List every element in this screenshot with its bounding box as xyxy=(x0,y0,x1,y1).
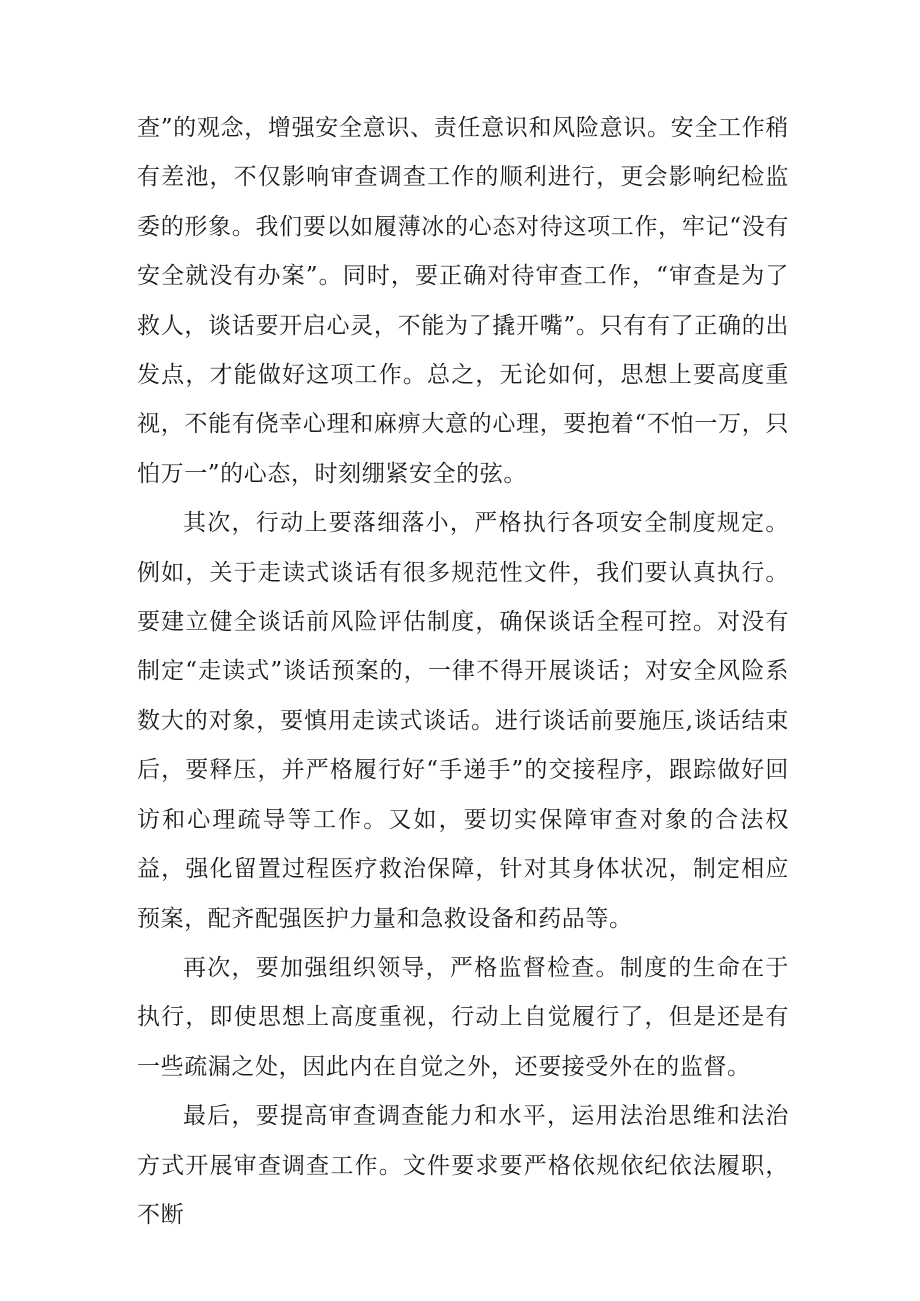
document-body xyxy=(137,104,789,1240)
paragraph-last: 最后，要提高审查调查能力和水平，运用法治思维和法治方式开展审查调查工作。文件要求要严格依规依纪依法履职，不断 xyxy=(137,1103,789,1228)
paragraph-second: 其次，行动上要落细落小，严格执行各项安全制度规定。例如，关于走读式谈话有很多规范性文件，我们要认真执行。要建立健全谈话前风险评估制度，确保谈话全程可控。对没有制定“走读式”谈话预案的，一律不得开展谈话；对安全风险系数大的对象，要慎用走读式谈话。进行谈话前要施压,谈话结束后，要释压，并严格履行好“手递手”的交接程序，跟踪做好回访和心理疏导等工作。又如，要切实保障审查对象的合法权益，强化留置过程医疗救治保障，针对其身体状况，制定相应预案，配齐配强医护力量和急救设备和药品等。 xyxy=(137,510,789,932)
paragraph-continued: 查”的观念，增强安全意识、责任意识和风险意识。安全工作稍有差池，不仅影响审查调查工作的顺利进行，更会影响纪检监委的形象。我们要以如履薄冰的心态对待这项工作，牢记“没有安全就没有办案”。同时，要正确对待审查工作，“审查是为了救人，谈话要开启心灵，不能为了撬开嘴”。只有有了正确的出发点，才能做好这项工作。总之，无论如何，思想上要高度重视，不能有侥幸心理和麻痹大意的心理，要抱着“不怕一万，只怕万一”的心态，时刻绷紧安全的弦。 xyxy=(137,115,789,487)
paragraph-third: 再次，要加强组织领导，严格监督检查。制度的生命在于执行，即使思想上高度重视，行动上自觉履行了，但是还是有一些疏漏之处，因此内在自觉之外，还要接受外在的监督。 xyxy=(137,954,789,1080)
